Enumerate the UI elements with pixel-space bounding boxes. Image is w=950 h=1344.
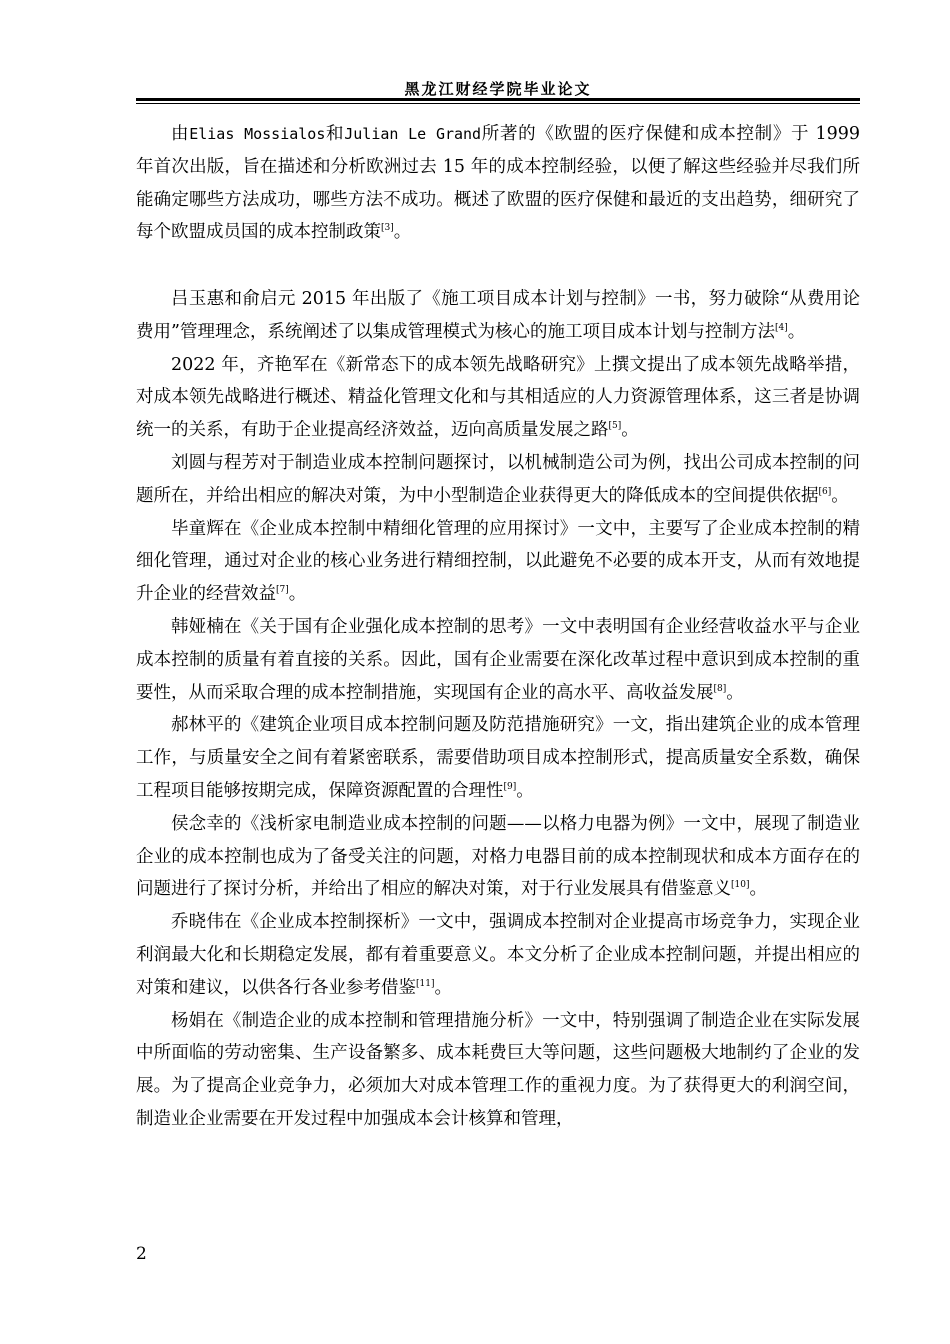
text-run: 。 (787, 321, 806, 342)
paragraph-2 (136, 349, 860, 447)
paragraph-1 (136, 283, 860, 349)
text-run: 。 (749, 879, 767, 900)
paragraph-eu-healthcare (136, 118, 860, 249)
text-run: 郝林平的《建筑企业项目成本控制问题及防范措施研究》一文，指出建筑企业的成本管理工作，与质量安全之间有着紧密联系，需要借助项目成本控制形式，提高质量安全系数，确保工程项目能够按期完成，保障资源配置的合理性 (136, 715, 860, 801)
author-name: Elias Mossialos (189, 125, 326, 143)
page-number: 2 (136, 1244, 147, 1264)
citation-ref: [11] (416, 978, 435, 989)
text-run: 杨娟在《制造企业的成本控制和管理措施分析》一文中，特别强调了制造企业在实际发展中所面临的劳动密集、生产设备繁多、成本耗费巨大等问题，这些问题极大地制约了企业的发展。为了提高企业竞争力，必须加大对成本管理工作的重视力度。为了获得更大的利润空间，制造业企业需要在开发过程中加强成本会计核算和管理， (136, 1010, 860, 1129)
text-run: 。 (434, 977, 452, 998)
citation-ref: [4] (774, 322, 788, 333)
text-run: 。 (621, 420, 639, 441)
text-run: 。 (831, 485, 849, 506)
text-run: 。 (288, 584, 307, 605)
citation-ref: [8] (713, 683, 727, 694)
document-body (136, 118, 860, 1136)
citation-ref: [3] (381, 223, 394, 234)
section-heading (136, 249, 860, 283)
text-run: 。 (516, 780, 534, 801)
text-run: 韩娅楠在《关于国有企业强化成本控制的思考》一文中表明国有企业经营收益水平与企业成本控制的质量有着直接的关系。因此，国有企业需要在深化改革过程中意识到成本控制的重要性，从而采取合理的成本控制措施，实现国有企业的高水平、高收益发展 (136, 616, 860, 703)
text-run: 乔晓伟在《企业成本控制探析》一文中，强调成本控制对企业提高市场竞争力，实现企业利润最大化和长期稳定发展，都有着重要意义。本文分析了企业成本控制问题，并提出相应的对策和建议，以供各行各业参考借鉴 (136, 912, 860, 998)
text-run: 所著的《欧盟的医疗保健和成本控制》于 1999 年首次出版，旨在描述和分析欧洲过去 15 年的成本控制经验，以便了解这些经验并尽我们所能确定哪些方法成功，哪些方法不成功。概述了欧盟的医疗保健和最近的支出趋势，细研究了每个欧盟成员国的成本控制政策 (136, 124, 861, 243)
text-run: 刘圆与程芳对于制造业成本控制问题探讨，以机械制造公司为例，找出公司成本控制的问题所在，并给出相应的解决对策，为中小型制造企业获得更大的降低成本的空间提供依据 (136, 452, 860, 506)
citation-ref: [6] (818, 486, 832, 497)
text-run: 。 (726, 682, 744, 703)
page-header-title: 黑龙江财经学院毕业论文 (404, 80, 592, 98)
paragraph-4 (136, 513, 860, 611)
paragraph-5 (136, 611, 860, 709)
citation-ref: [7] (276, 585, 289, 596)
paragraph-7 (136, 808, 860, 906)
citation-ref: [9] (503, 782, 517, 793)
text-run: 由 (171, 124, 190, 144)
text-run: 2022 年，齐艳军在《新常态下的成本领先战略研究》上撰文提出了成本领先战略举措，对成本领先战略进行概述、精益化管理文化和与其相适应的人力资源管理体系，这三者是协调统一的关系，有助于企业提高经济效益，迈向高质量发展之路 (136, 354, 860, 441)
text-run: 毕童辉在《企业成本控制中精细化管理的应用探讨》一文中，主要写了企业成本控制的精细化管理，通过对企业的核心业务进行精细控制，以此避免不必要的成本开支，从而有效地提升企业的经营效益 (136, 518, 860, 605)
author-name: Julian Le Grand (344, 125, 482, 143)
paragraph-3 (136, 447, 860, 513)
header-rule-thin (136, 103, 860, 104)
text-run: 。 (393, 222, 412, 243)
paragraph-9 (136, 1005, 860, 1136)
citation-ref: [5] (608, 421, 622, 432)
header-rule-thick (136, 98, 860, 101)
citation-ref: [10] (731, 880, 750, 891)
text-run: 侯念幸的《浅析家电制造业成本控制的问题——以格力电器为例》一文中，展现了制造业企业的成本控制也成为了备受关注的问题，对格力电器目前的成本控制现状和成本方面存在的问题进行了探讨分析，并给出了相应的解决对策，对于行业发展具有借鉴意义 (136, 813, 860, 900)
text-run: 和 (325, 124, 345, 144)
paragraph-6 (136, 709, 860, 807)
text-run: 吕玉惠和俞启元 2015 年出版了《施工项目成本计划与控制》一书，努力破除“从费用论费用”管理理念，系统阐述了以集成管理模式为核心的施工项目成本计划与控制方法 (136, 288, 860, 342)
paragraph-8 (136, 906, 860, 1004)
